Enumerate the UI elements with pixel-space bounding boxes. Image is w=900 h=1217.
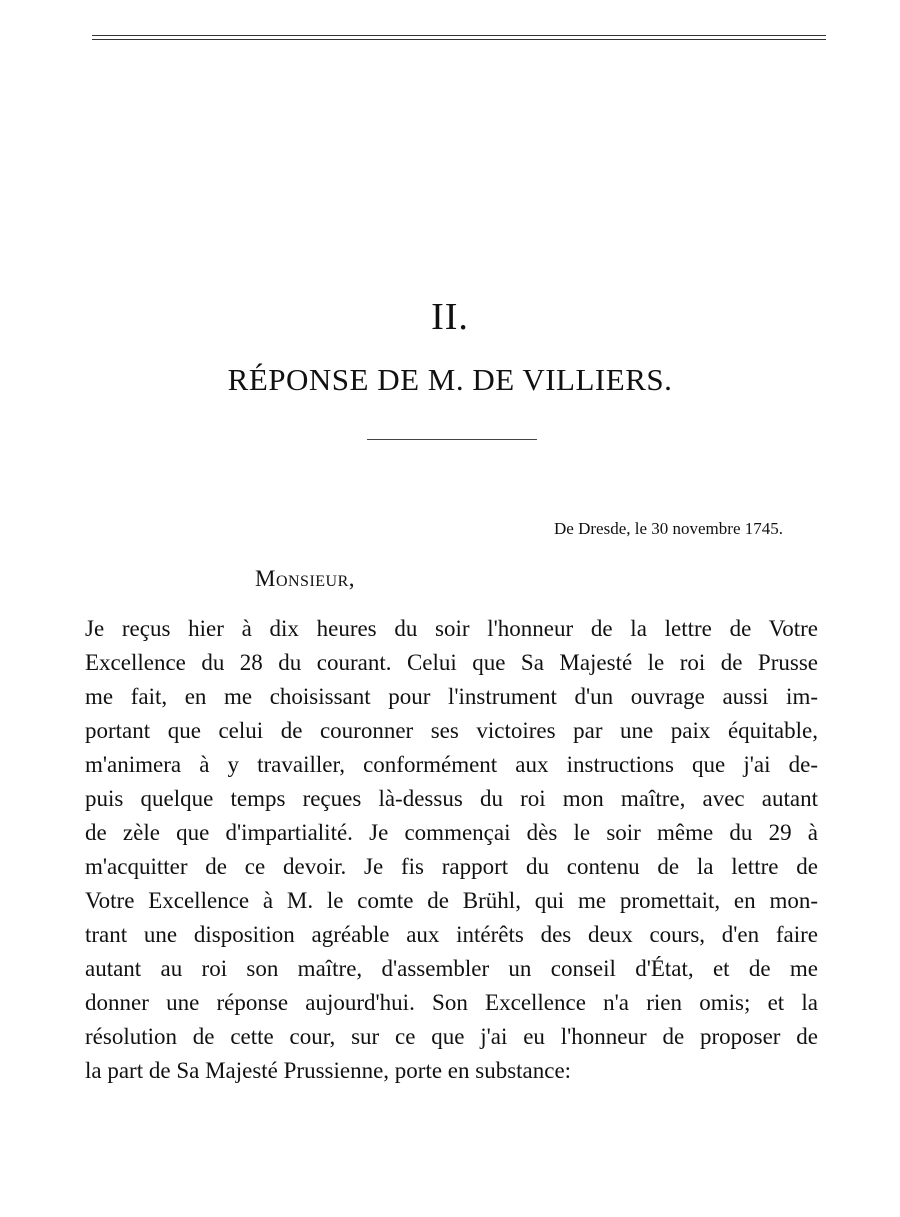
- body-line: portant que celui de couronner ses victoires par une paix équitable,: [85, 718, 818, 743]
- chapter-title: RÉPONSE DE M. DE VILLIERS.: [227, 362, 673, 397]
- letter-body: [85, 612, 818, 1088]
- body-line: de zèle que d'impartialité. Je commençai dès le soir même du 29 à: [85, 820, 818, 845]
- salutation: Monsieur,: [255, 566, 356, 591]
- body-line: puis quelque temps reçues là-dessus du roi mon maître, avec autant: [85, 786, 818, 811]
- body-line: donner une réponse aujourd'hui. Son Excellence n'a rien omis; et la: [85, 990, 818, 1015]
- body-line: trant une disposition agréable aux intérêts des deux cours, d'en faire: [85, 922, 818, 947]
- body-line: Excellence du 28 du courant. Celui que Sa Majesté le roi de Prusse: [85, 650, 818, 675]
- body-line: Votre Excellence à M. le comte de Brühl, qui me promettait, en mon-: [85, 888, 818, 913]
- body-line: m'acquitter de ce devoir. Je fis rapport du contenu de la lettre de: [85, 854, 818, 879]
- body-line: me fait, en me choisissant pour l'instrument d'un ouvrage aussi im-: [85, 684, 818, 709]
- body-line: autant au roi son maître, d'assembler un conseil d'État, et de me: [85, 956, 818, 981]
- title-divider: [367, 439, 537, 440]
- body-line: la part de Sa Majesté Prussienne, porte en substance:: [85, 1058, 572, 1083]
- body-line: Je reçus hier à dix heures du soir l'honneur de la lettre de Votre: [85, 616, 818, 641]
- body-line: m'animera à y travailler, conformément aux instructions que j'ai de-: [85, 752, 818, 777]
- dateline: De Dresde, le 30 novembre 1745.: [554, 519, 783, 538]
- top-double-rule: [92, 35, 826, 40]
- chapter-number: II.: [431, 296, 469, 338]
- body-line: résolution de cette cour, sur ce que j'ai eu l'honneur de proposer de: [85, 1024, 818, 1049]
